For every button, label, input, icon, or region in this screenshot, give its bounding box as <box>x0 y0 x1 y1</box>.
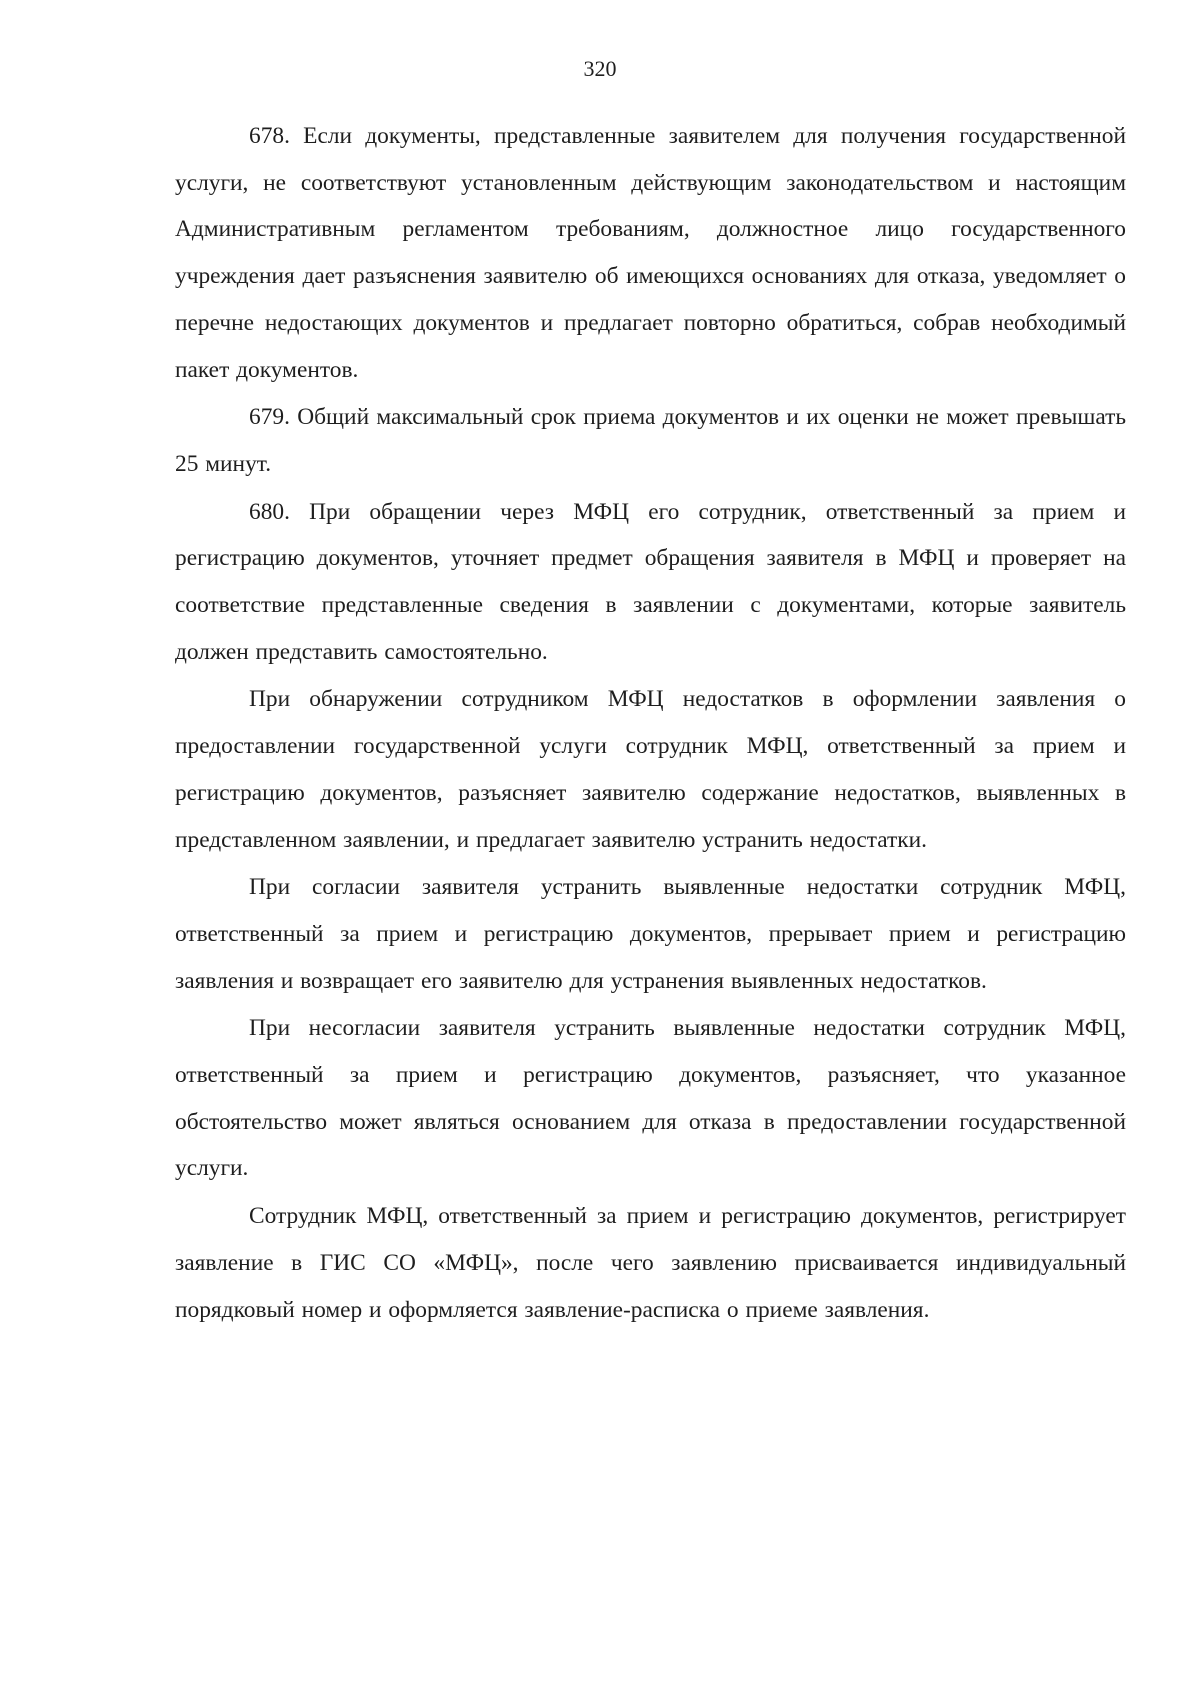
page-number: 320 <box>583 56 617 81</box>
paragraph-680: 680. При обращении через МФЦ его сотрудник, ответственный за прием и регистрацию документов, уточняет предмет обращения заявителя в МФЦ и проверяет на соответствие представленные сведения в заявлении с документами, которые заявитель должен представить самостоятельно. <box>175 498 1126 665</box>
paragraph-applicant-agrees: При согласии заявителя устранить выявленные недостатки сотрудник МФЦ, ответственный за прием и регистрацию документов, прерывает прием и регистрацию заявления и возвращает его заявителю для устранения выявленных недостатков. <box>175 874 1126 994</box>
paragraph-deficiencies-found: При обнаружении сотрудником МФЦ недостатков в оформлении заявления о предоставлении государственной услуги сотрудник МФЦ, ответственный за прием и регистрацию документов, разъясняет заявителю содержание недостатков, выявленных в представленном заявлении, и предлагает заявителю устранить недостатки. <box>175 686 1126 853</box>
paragraph-registration: Сотрудник МФЦ, ответственный за прием и регистрацию документов, регистрирует заявление в ГИС СО «МФЦ», после чего заявлению присваивается индивидуальный порядковый номер и оформляется заявление-расписка о приеме заявления. <box>175 1203 1126 1323</box>
paragraph-applicant-disagrees: При несогласии заявителя устранить выявленные недостатки сотрудник МФЦ, ответственный за прием и регистрацию документов, разъясняет, что указанное обстоятельство может являться основанием для отказа в предоставлении государственной услуги. <box>175 1015 1126 1182</box>
paragraph-678: 678. Если документы, представленные заявителем для получения государственной услуги, не соответствуют установленным действующим законодательством и настоящим Административным регламентом требованиям, должностное лицо государственного учреждения дает разъяснения заявителю об имеющихся основаниях для отказа, уведомляет о перечне недостающих документов и предлагает повторно обратиться, собрав необходимый пакет документов. <box>175 123 1126 383</box>
paragraph-679: 679. Общий максимальный срок приема документов и их оценки не может превышать 25 минут. <box>175 404 1126 477</box>
document-body <box>175 113 1126 1334</box>
